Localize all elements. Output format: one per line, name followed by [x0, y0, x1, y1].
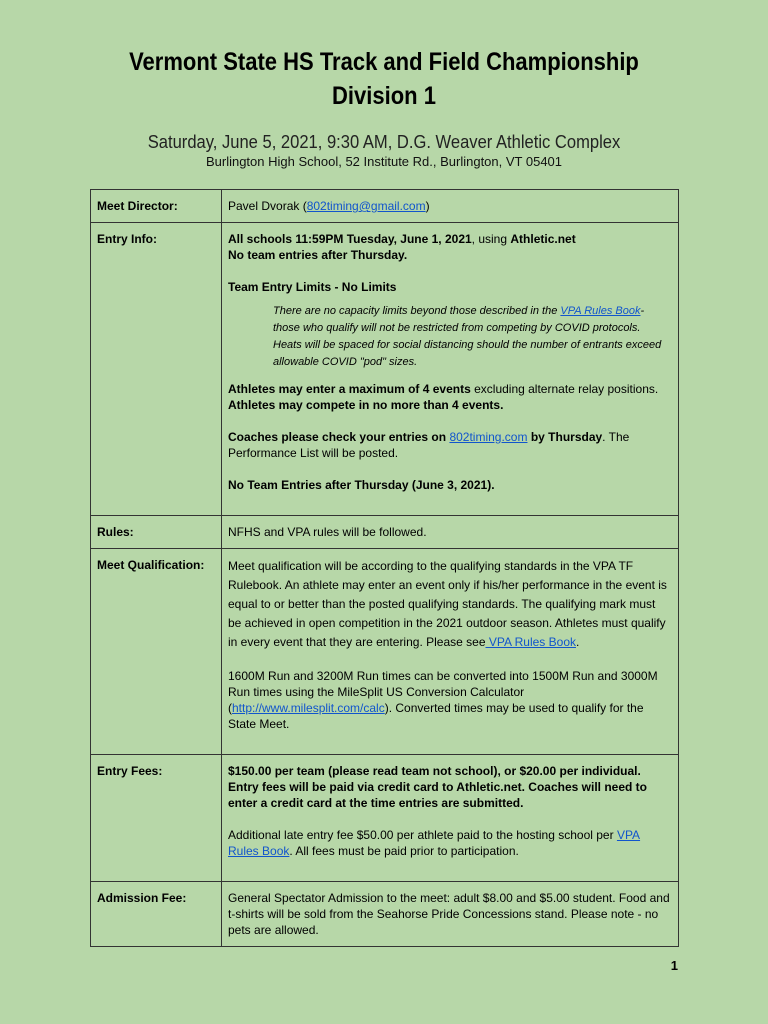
row-label-entry-info: Entry Info:	[91, 223, 222, 516]
late-fee-suffix: . All fees must be paid prior to participation.	[289, 844, 519, 858]
row-content-entry-info	[222, 223, 679, 516]
vpa-rules-book-link-3[interactable]: VPA Rules Book	[228, 828, 641, 858]
page-number: 1	[670, 958, 678, 973]
milesplit-calc-link[interactable]: http://www.milesplit.com/calc	[232, 701, 385, 715]
table-row-admission-fee	[91, 882, 679, 947]
table-row-entry-fees	[91, 755, 679, 882]
compete-limit	[228, 397, 670, 413]
row-content-admission-fee: General Spectator Admission to the meet: adult $8.00 and $5.00 student. Food and t-shirts will be sold from the Seahorse Pride Concessions stand. Please note - no pets are allowed.	[222, 882, 679, 947]
conversion-suffix: ). Converted times may be used to qualify for the State Meet.	[228, 701, 644, 731]
capacity-note-prefix: There are no capacity limits beyond those described in the	[273, 305, 561, 317]
row-content-meet-director	[222, 190, 679, 223]
row-label-entry-fees: Entry Fees:	[91, 755, 222, 882]
entry-fees-bold: $150.00 per team (please read team not school), or $20.00 per individual. Entry fees will be paid via credit card to Athletic.net. Coaches will need to enter a credit card at the time entries are submitted.	[228, 764, 647, 810]
late-fee-text: Additional late entry fee $50.00 per athlete paid to the hosting school per	[228, 828, 617, 842]
conversion-text: 1600M Run and 3200M Run times can be converted into 1500M Run and 3000M Run times using the MileSplit US Conversion Calculator (	[228, 669, 658, 715]
vpa-rules-book-link[interactable]: VPA Rules Book	[560, 305, 641, 317]
event-dateline: Saturday, June 5, 2021, 9:30 AM, D.G. Weaver Athletic Complex	[147, 132, 621, 152]
row-label-rules: Rules:	[91, 516, 222, 549]
meet-info-table	[90, 189, 679, 947]
capacity-note	[273, 303, 670, 371]
qualification-text: Meet qualification will be according to the qualifying standards in the VPA TF Rulebook. An athlete may enter an event only if his/her performance in the event is equal to or better than the posted qualifying standards. The qualifying mark must be achieved in open competition in the 2021 outdoor season. Athletes must qualify in every event that they are entering. Please see	[228, 559, 667, 649]
conversion-paragraph	[228, 668, 670, 732]
entry-deadline	[228, 231, 670, 247]
team-entry-limits-text: Team Entry Limits - No Limits	[228, 280, 397, 294]
capacity-note-suffix: - those who qualify will not be restricted from competing by COVID protocols. Heats will be spaced for social distancing should the number of entrants exceed allowable COVID "pod" sizes.	[273, 305, 662, 368]
no-team-after-text: No Team Entries after Thursday (June 3, 2021).	[228, 478, 495, 492]
check-entries-prefix: Coaches please check your entries on	[228, 430, 450, 444]
director-name: Pavel Dvorak (	[228, 199, 307, 213]
row-content-entry-fees	[222, 755, 679, 882]
page-subtitle-division: Division 1	[332, 82, 436, 110]
row-label-meet-qualification: Meet Qualification:	[91, 549, 222, 755]
table-row-entry-info	[91, 223, 679, 516]
table-row-meet-qualification	[91, 549, 679, 755]
row-label-meet-director: Meet Director:	[91, 190, 222, 223]
no-team-entries	[228, 247, 670, 263]
max-events-bold: Athletes may enter a maximum of 4 events	[228, 382, 471, 396]
compete-limit-text: Athletes may compete in no more than 4 events.	[228, 398, 504, 412]
row-content-meet-qualification	[222, 549, 679, 755]
timing-site-link[interactable]: 802timing.com	[449, 430, 528, 444]
entry-deadline-using: , using	[471, 232, 511, 246]
entry-deadline-site: Athletic.net	[510, 232, 576, 246]
director-suffix: )	[425, 199, 430, 213]
no-team-entries-text: No team entries after Thursday.	[228, 248, 408, 262]
no-team-after	[228, 477, 670, 493]
table-row-meet-director	[91, 190, 679, 223]
qualification-paragraph	[228, 557, 670, 652]
max-events	[228, 381, 670, 397]
check-entries-suffix: . The Performance List will be posted.	[228, 430, 630, 460]
check-entries	[228, 429, 670, 461]
entry-fees-main	[228, 763, 670, 811]
table-row-rules	[91, 516, 679, 549]
row-content-rules: NFHS and VPA rules will be followed.	[222, 516, 679, 549]
entry-deadline-bold: All schools 11:59PM Tuesday, June 1, 2021	[228, 232, 472, 246]
director-email-link[interactable]: 802timing@gmail.com	[306, 199, 426, 213]
page-title: Vermont State HS Track and Field Championship	[129, 48, 639, 76]
team-entry-limits	[228, 279, 670, 295]
check-entries-thursday: by Thursday	[527, 430, 603, 444]
qualification-suffix: .	[576, 635, 580, 649]
max-events-rest: excluding alternate relay positions.	[470, 382, 659, 396]
row-label-admission-fee: Admission Fee:	[91, 882, 222, 947]
vpa-rules-book-link-2[interactable]: VPA Rules Book	[485, 635, 576, 649]
late-fee	[228, 827, 670, 859]
event-address: Burlington High School, 52 Institute Rd., Burlington, VT 05401	[205, 154, 563, 169]
